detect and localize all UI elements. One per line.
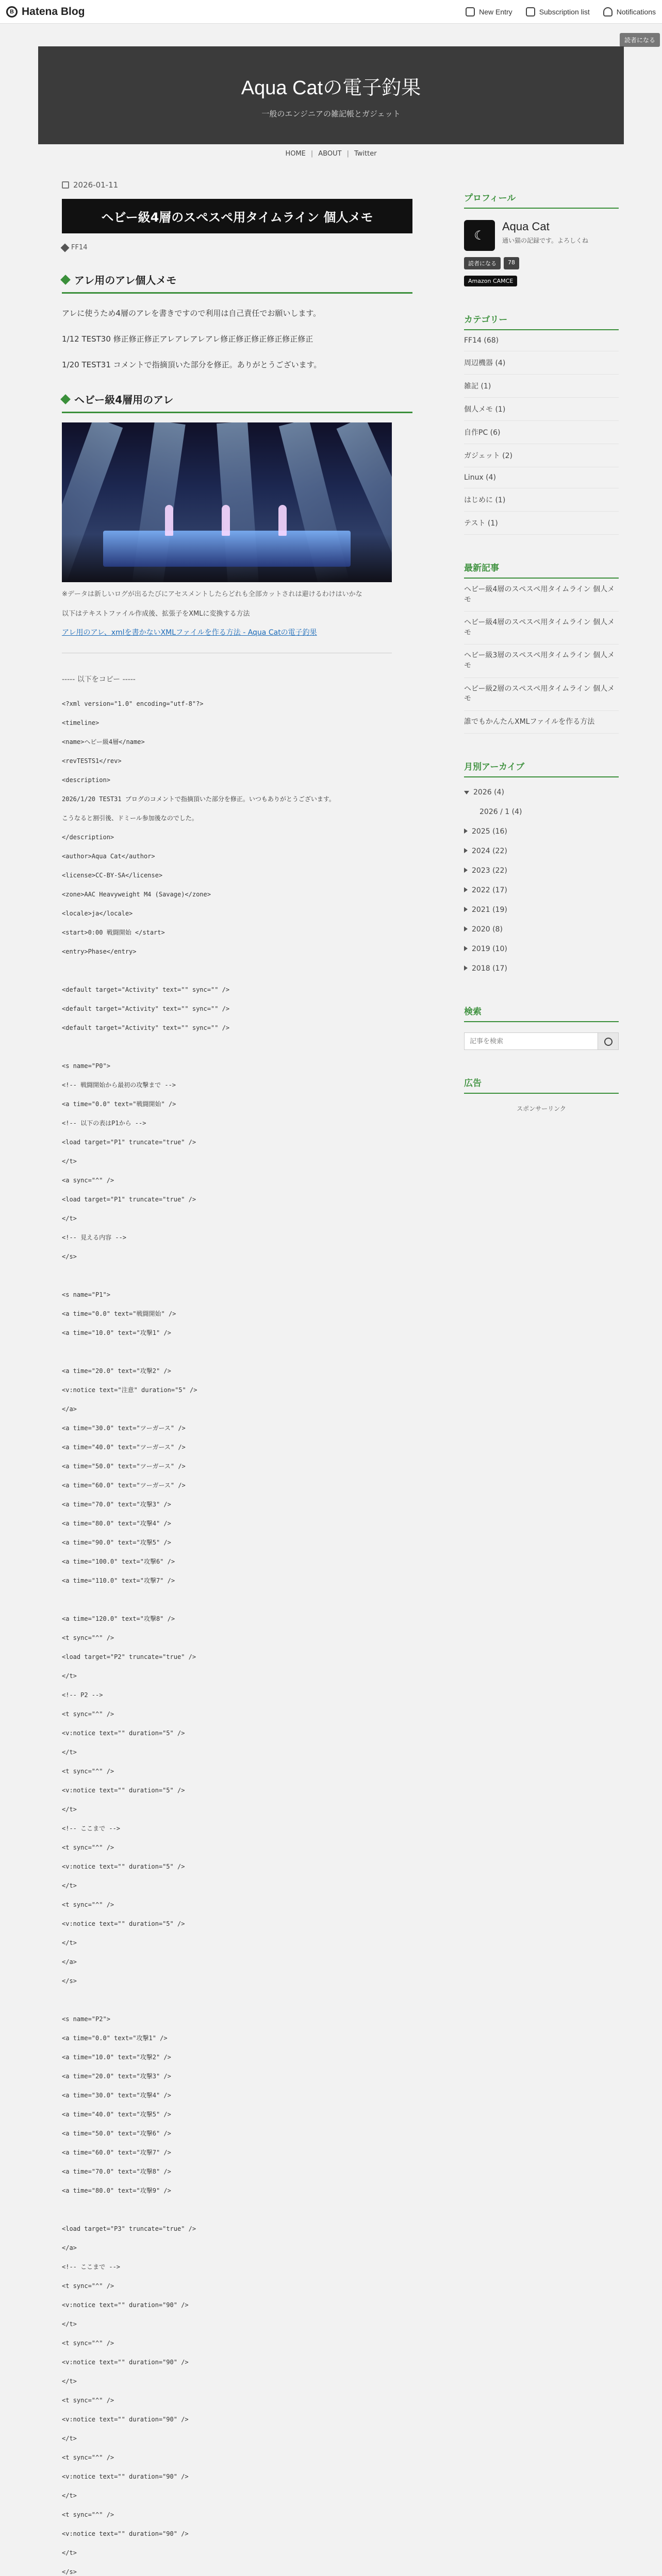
category-item[interactable]: 自作PC (6) (464, 421, 619, 444)
code-line: </t> (62, 2377, 77, 2385)
nav-home[interactable]: HOME (285, 149, 306, 158)
code-line: <!-- ここまで --> (62, 1824, 121, 1832)
code-line: <v:notice text="" duration="5" /> (62, 1786, 185, 1794)
code-line: <a time="30.0" text="ツーガース" /> (62, 1424, 186, 1432)
section-heading-2: ヘビー級4層用のアレ (62, 392, 412, 413)
archive-heading: 月別アーカイブ (464, 759, 619, 777)
recent-module (464, 561, 619, 734)
code-line: <!-- 戦闘開始から最初の攻撃まで --> (62, 1081, 176, 1089)
category-item[interactable]: はじめに (1) (464, 488, 619, 512)
code-line: <default target="Activity" text="" sync="" /> (62, 986, 230, 993)
code-line: <a time="90.0" text="攻撃5" /> (62, 1538, 171, 1546)
code-line (62, 2200, 412, 2219)
archive-item[interactable] (464, 822, 619, 841)
entry-date: 2026-01-11 (62, 180, 412, 190)
archive-module (464, 759, 619, 978)
code-line: <locale>ja</locale> (62, 909, 133, 917)
blog-title[interactable]: Aqua Catの電子釣果 (241, 77, 421, 99)
code-line (62, 961, 412, 980)
chevron-right-icon (464, 848, 468, 853)
ad-label: スポンサーリンク (517, 1105, 566, 1113)
archive-label: 2018 (17) (472, 964, 507, 973)
recent-entry-link[interactable]: 誰でもかんたんXMLファイルを作る方法 (464, 711, 619, 734)
code-line: </t> (62, 1748, 77, 1756)
subscriber-count: 78 (504, 257, 519, 269)
code-line: <load target="P3" truncate="true" /> (62, 2225, 196, 2232)
archive-item[interactable] (464, 939, 619, 959)
category-item[interactable]: 雑記 (1) (464, 375, 619, 398)
entry-title[interactable]: ヘビー級4層のスペスペ用タイムライン 個人メモ (62, 199, 412, 233)
code-line: <v:notice text="" duration="90" /> (62, 2415, 189, 2423)
code-line: <a time="60.0" text="ツーガース" /> (62, 1481, 186, 1489)
archive-item[interactable] (464, 802, 619, 822)
code-line: <!-- P2 --> (62, 1691, 103, 1699)
code-line: <s name="P2"> (62, 2015, 110, 2023)
related-link[interactable]: アレ用のアレ、xmlを書かないXMLファイルを作る方法 - Aqua Catの電子釣果 (62, 628, 317, 637)
code-line: </t> (62, 1882, 77, 1889)
archive-item[interactable] (464, 920, 619, 939)
recent-entry-link[interactable]: ヘビー級4層のスペスペ用タイムライン 個人メモ (464, 579, 619, 612)
code-line: <t sync="^" /> (62, 2511, 114, 2518)
archive-label: 2023 (22) (472, 867, 507, 875)
archive-label: 2022 (17) (472, 886, 507, 895)
figure-shape (278, 505, 287, 536)
code-line: <load target="P1" truncate="true" /> (62, 1138, 196, 1146)
archive-label: 2020 (8) (472, 925, 503, 934)
code-line: </t> (62, 1939, 77, 1946)
nav-twitter[interactable]: Twitter (354, 149, 377, 158)
category-module (464, 312, 619, 535)
list-icon (526, 7, 535, 16)
code-line: <a time="50.0" text="ツーガース" /> (62, 1462, 186, 1470)
code-line: </t> (62, 1214, 77, 1222)
chevron-right-icon (464, 965, 468, 971)
sidebar (464, 191, 619, 1139)
entry-paragraph: 1/20 TEST31 コメントで指摘頂いた部分を修正。ありがとうございます。 (62, 360, 322, 369)
code-line: <!-- 見える内容 --> (62, 1233, 127, 1241)
code-line: <t sync="^" /> (62, 1710, 114, 1718)
code-line: <a time="0.0" text="攻撃1" /> (62, 2034, 168, 2042)
hatena-logo-text: Hatena Blog (22, 5, 85, 18)
code-line: </t> (62, 2320, 77, 2328)
code-line: <a time="110.0" text="攻撃7" /> (62, 1577, 175, 1584)
code-line: こうなると割引後、ドミール参加後なのでした。 (62, 814, 198, 822)
category-item[interactable]: ガジェット (2) (464, 444, 619, 467)
code-line: <v:notice text="注意" duration="5" /> (62, 1386, 197, 1394)
recent-heading: 最新記事 (464, 561, 619, 579)
tag-icon (61, 243, 70, 252)
section-heading-1: アレ用のアレ個人メモ (62, 272, 412, 294)
code-line: <license>CC-BY-SA</license> (62, 871, 163, 879)
profile-description: 通い猫の記録です。よろしくね (502, 237, 589, 244)
code-line: <timeline> (62, 719, 100, 726)
code-line: <a sync="^" /> (62, 1176, 114, 1184)
subscribe-button[interactable]: 読者になる (464, 257, 501, 269)
chevron-right-icon (464, 828, 468, 834)
code-line: <revTESTS1</rev> (62, 757, 122, 765)
code-line: </t> (62, 2434, 77, 2442)
entry-image (62, 422, 392, 582)
main-column (62, 180, 412, 2576)
recent-entry-link[interactable]: ヘビー級2層のスペスペ用タイムライン 個人メモ (464, 678, 619, 711)
image-caption: ※データは新しいログが出るたびにアセスメントしたらどれも全部カットされは避けるわけはいかな (62, 590, 362, 598)
archive-item[interactable] (464, 959, 619, 978)
hatena-mark-icon: B (6, 6, 18, 18)
archive-item[interactable] (464, 880, 619, 900)
blog-description: 一般のエンジニアの雑記帳とガジェット (261, 109, 401, 118)
code-line: <t sync="^" /> (62, 1634, 114, 1641)
code-line: <a time="100.0" text="攻撃6" /> (62, 1557, 175, 1565)
figure-shape (165, 505, 173, 536)
code-line: <a time="20.0" text="攻撃2" /> (62, 1367, 171, 1375)
archive-label: 2024 (22) (472, 847, 507, 856)
pencil-icon (466, 7, 475, 16)
category-item[interactable]: 個人メモ (1) (464, 398, 619, 421)
code-line: <?xml version="1.0" encoding="utf-8"?> (62, 700, 204, 707)
search-button[interactable] (598, 1032, 619, 1050)
new-entry-link[interactable]: New Entry (466, 7, 512, 16)
code-line: </description> (62, 833, 114, 841)
calendar-icon (62, 181, 69, 189)
stage-shape (103, 531, 351, 567)
code-line: <a time="40.0" text="ツーガース" /> (62, 1443, 186, 1451)
code-line (62, 1038, 412, 1057)
code-line: <default target="Activity" text="" sync="" /> (62, 1024, 230, 1031)
code-line: <v:notice text="" duration="90" /> (62, 2530, 189, 2537)
entry-note: 以下はテキストファイル作成後、拡張子をXMLに変換する方法 (62, 609, 250, 618)
code-line: <t sync="^" /> (62, 2339, 114, 2347)
code-line: <v:notice text="" duration="5" /> (62, 1920, 185, 1927)
notifications-link[interactable]: Notifications (603, 7, 656, 16)
chevron-right-icon (464, 907, 468, 912)
code-line (62, 1343, 412, 1362)
category-heading: カテゴリー (464, 312, 619, 330)
code-heading: ----- 以下をコピー ----- (62, 675, 136, 684)
code-line: <a time="30.0" text="攻撃4" /> (62, 2091, 171, 2099)
archive-item[interactable] (464, 900, 619, 920)
code-line: <a time="50.0" text="攻撃6" /> (62, 2129, 171, 2137)
code-line: <!-- 以下の表はP1から --> (62, 1119, 146, 1127)
category-item[interactable]: テスト (1) (464, 512, 619, 535)
archive-item[interactable] (464, 841, 619, 861)
archive-label: 2025 (16) (472, 827, 507, 836)
code-line (62, 1266, 412, 1285)
avatar[interactable]: ☾ (464, 220, 495, 251)
chevron-right-icon (464, 926, 468, 931)
archive-label: 2021 (19) (472, 906, 507, 914)
code-line: <a time="80.0" text="攻撃9" /> (62, 2187, 171, 2194)
code-line: </t> (62, 1157, 77, 1165)
code-line: <s name="P0"> (62, 1062, 110, 1070)
code-block (62, 694, 412, 2576)
bell-icon (603, 7, 613, 16)
chevron-right-icon (464, 946, 468, 951)
archive-item[interactable] (464, 861, 619, 880)
archive-item[interactable] (464, 783, 619, 802)
code-line: <a time="70.0" text="攻撃8" /> (62, 2167, 171, 2175)
code-line: <s name="P1"> (62, 1291, 110, 1298)
code-line: </s> (62, 2568, 77, 2575)
nav-about[interactable]: ABOUT (318, 149, 342, 158)
archive-label: 2019 (10) (472, 945, 507, 954)
diamond-icon (60, 394, 71, 404)
code-line: <start>0:00 戦闘開始 </start> (62, 928, 165, 936)
code-line: <entry>Phase</entry> (62, 947, 137, 955)
nav-separator: | (310, 149, 313, 158)
code-line: <a time="10.0" text="攻撃1" /> (62, 1329, 171, 1336)
nav-separator: | (346, 149, 349, 158)
code-line: </t> (62, 2492, 77, 2499)
code-line: <load target="P1" truncate="true" /> (62, 1195, 196, 1203)
chevron-down-icon (464, 791, 469, 794)
code-line: <a time="20.0" text="攻撃3" /> (62, 2072, 171, 2080)
ad-module (464, 1076, 619, 1113)
code-line (62, 1991, 412, 2010)
code-line: 2026/1/20 TEST31 ブログのコメントで指摘頂いた部分を修正。いつもありがとうございます。 (62, 795, 335, 803)
code-line: <t sync="^" /> (62, 1767, 114, 1775)
code-line: <t sync="^" /> (62, 2453, 114, 2461)
code-line: <name>ヘビー級4層</name> (62, 738, 145, 745)
recent-entry-link[interactable]: ヘビー級3層のスペスペ用タイムライン 個人メモ (464, 645, 619, 677)
code-line: <t sync="^" /> (62, 2282, 114, 2290)
code-line: <zone>AAC Heavyweight M4 (Savage)</zone> (62, 890, 211, 898)
code-line: <a time="70.0" text="攻撃3" /> (62, 1500, 171, 1508)
code-line: <a time="40.0" text="攻撃5" /> (62, 2110, 171, 2118)
code-line: <v:notice text="" duration="5" /> (62, 1862, 185, 1870)
entry-tag[interactable]: FF14 (62, 244, 412, 251)
profile-module (464, 191, 619, 286)
code-line: </s> (62, 1977, 77, 1985)
code-line: <description> (62, 776, 110, 784)
code-line: </a> (62, 1405, 77, 1413)
entry-paragraph: 1/12 TEST30 修正修正修正アレアレアレアレ修正修正修正修正修正修正 (62, 334, 313, 344)
global-nav (38, 144, 624, 163)
code-line: <author>Aqua Cat</author> (62, 852, 155, 860)
code-line: <a time="10.0" text="攻撃2" /> (62, 2053, 171, 2061)
code-line: </t> (62, 1805, 77, 1813)
code-line: <a time="0.0" text="戦闘開始" /> (62, 1310, 176, 1317)
code-line: <a time="120.0" text="攻撃8" /> (62, 1615, 175, 1622)
figure-shape (222, 505, 230, 536)
profile-name[interactable]: Aqua Cat (502, 220, 550, 233)
code-line: <load target="P2" truncate="true" /> (62, 1653, 196, 1660)
code-line: <v:notice text="" duration="90" /> (62, 2358, 189, 2366)
blog-header (38, 46, 624, 144)
chevron-right-icon (464, 887, 468, 892)
code-line: <t sync="^" /> (62, 1843, 114, 1851)
search-heading: 検索 (464, 1004, 619, 1022)
code-line (62, 1590, 412, 1609)
code-line: <!-- ここまで --> (62, 2263, 121, 2270)
code-line: </t> (62, 1672, 77, 1680)
code-line: </a> (62, 2244, 77, 2251)
entry-paragraph: アレに使うため4層のアレを書きですので利用は自己責任でお願いします。 (62, 309, 321, 318)
category-item[interactable]: 周辺機器 (4) (464, 351, 619, 375)
top-bar (0, 0, 662, 24)
category-item[interactable]: Linux (4) (464, 467, 619, 488)
recent-entry-link[interactable]: ヘビー級4層のスペスペ用タイムライン 個人メモ (464, 612, 619, 645)
top-nav (466, 7, 656, 16)
code-line: </a> (62, 1958, 77, 1965)
archive-label: 2026 / 1 (4) (479, 808, 522, 817)
subscription-list-link[interactable]: Subscription list (526, 7, 590, 16)
chevron-right-icon (464, 868, 468, 873)
code-line: </s> (62, 1252, 77, 1260)
code-line: <a time="80.0" text="攻撃4" /> (62, 1519, 171, 1527)
category-item[interactable]: FF14 (68) (464, 330, 619, 351)
code-line: <default target="Activity" text="" sync="" /> (62, 1005, 230, 1012)
subscribe-badge[interactable]: 読者になる (620, 33, 660, 47)
archive-label: 2026 (4) (473, 788, 504, 797)
code-line: <v:notice text="" duration="90" /> (62, 2472, 189, 2480)
code-line: <a time="0.0" text="戦闘開始" /> (62, 1100, 176, 1108)
code-line: <v:notice text="" duration="5" /> (62, 1729, 185, 1737)
code-line: <a time="60.0" text="攻撃7" /> (62, 2148, 171, 2156)
search-input[interactable] (464, 1032, 598, 1050)
profile-heading: プロフィール (464, 191, 619, 209)
code-line: <v:notice text="" duration="90" /> (62, 2301, 189, 2309)
code-line: <t sync="^" /> (62, 2396, 114, 2404)
ad-heading: 広告 (464, 1076, 619, 1094)
code-line: </t> (62, 2549, 77, 2556)
diamond-icon (60, 275, 71, 285)
hatena-logo[interactable] (6, 6, 85, 18)
amazon-button[interactable]: Amazon CAMCE (464, 276, 517, 286)
search-module (464, 1004, 619, 1050)
code-line: <t sync="^" /> (62, 1901, 114, 1908)
